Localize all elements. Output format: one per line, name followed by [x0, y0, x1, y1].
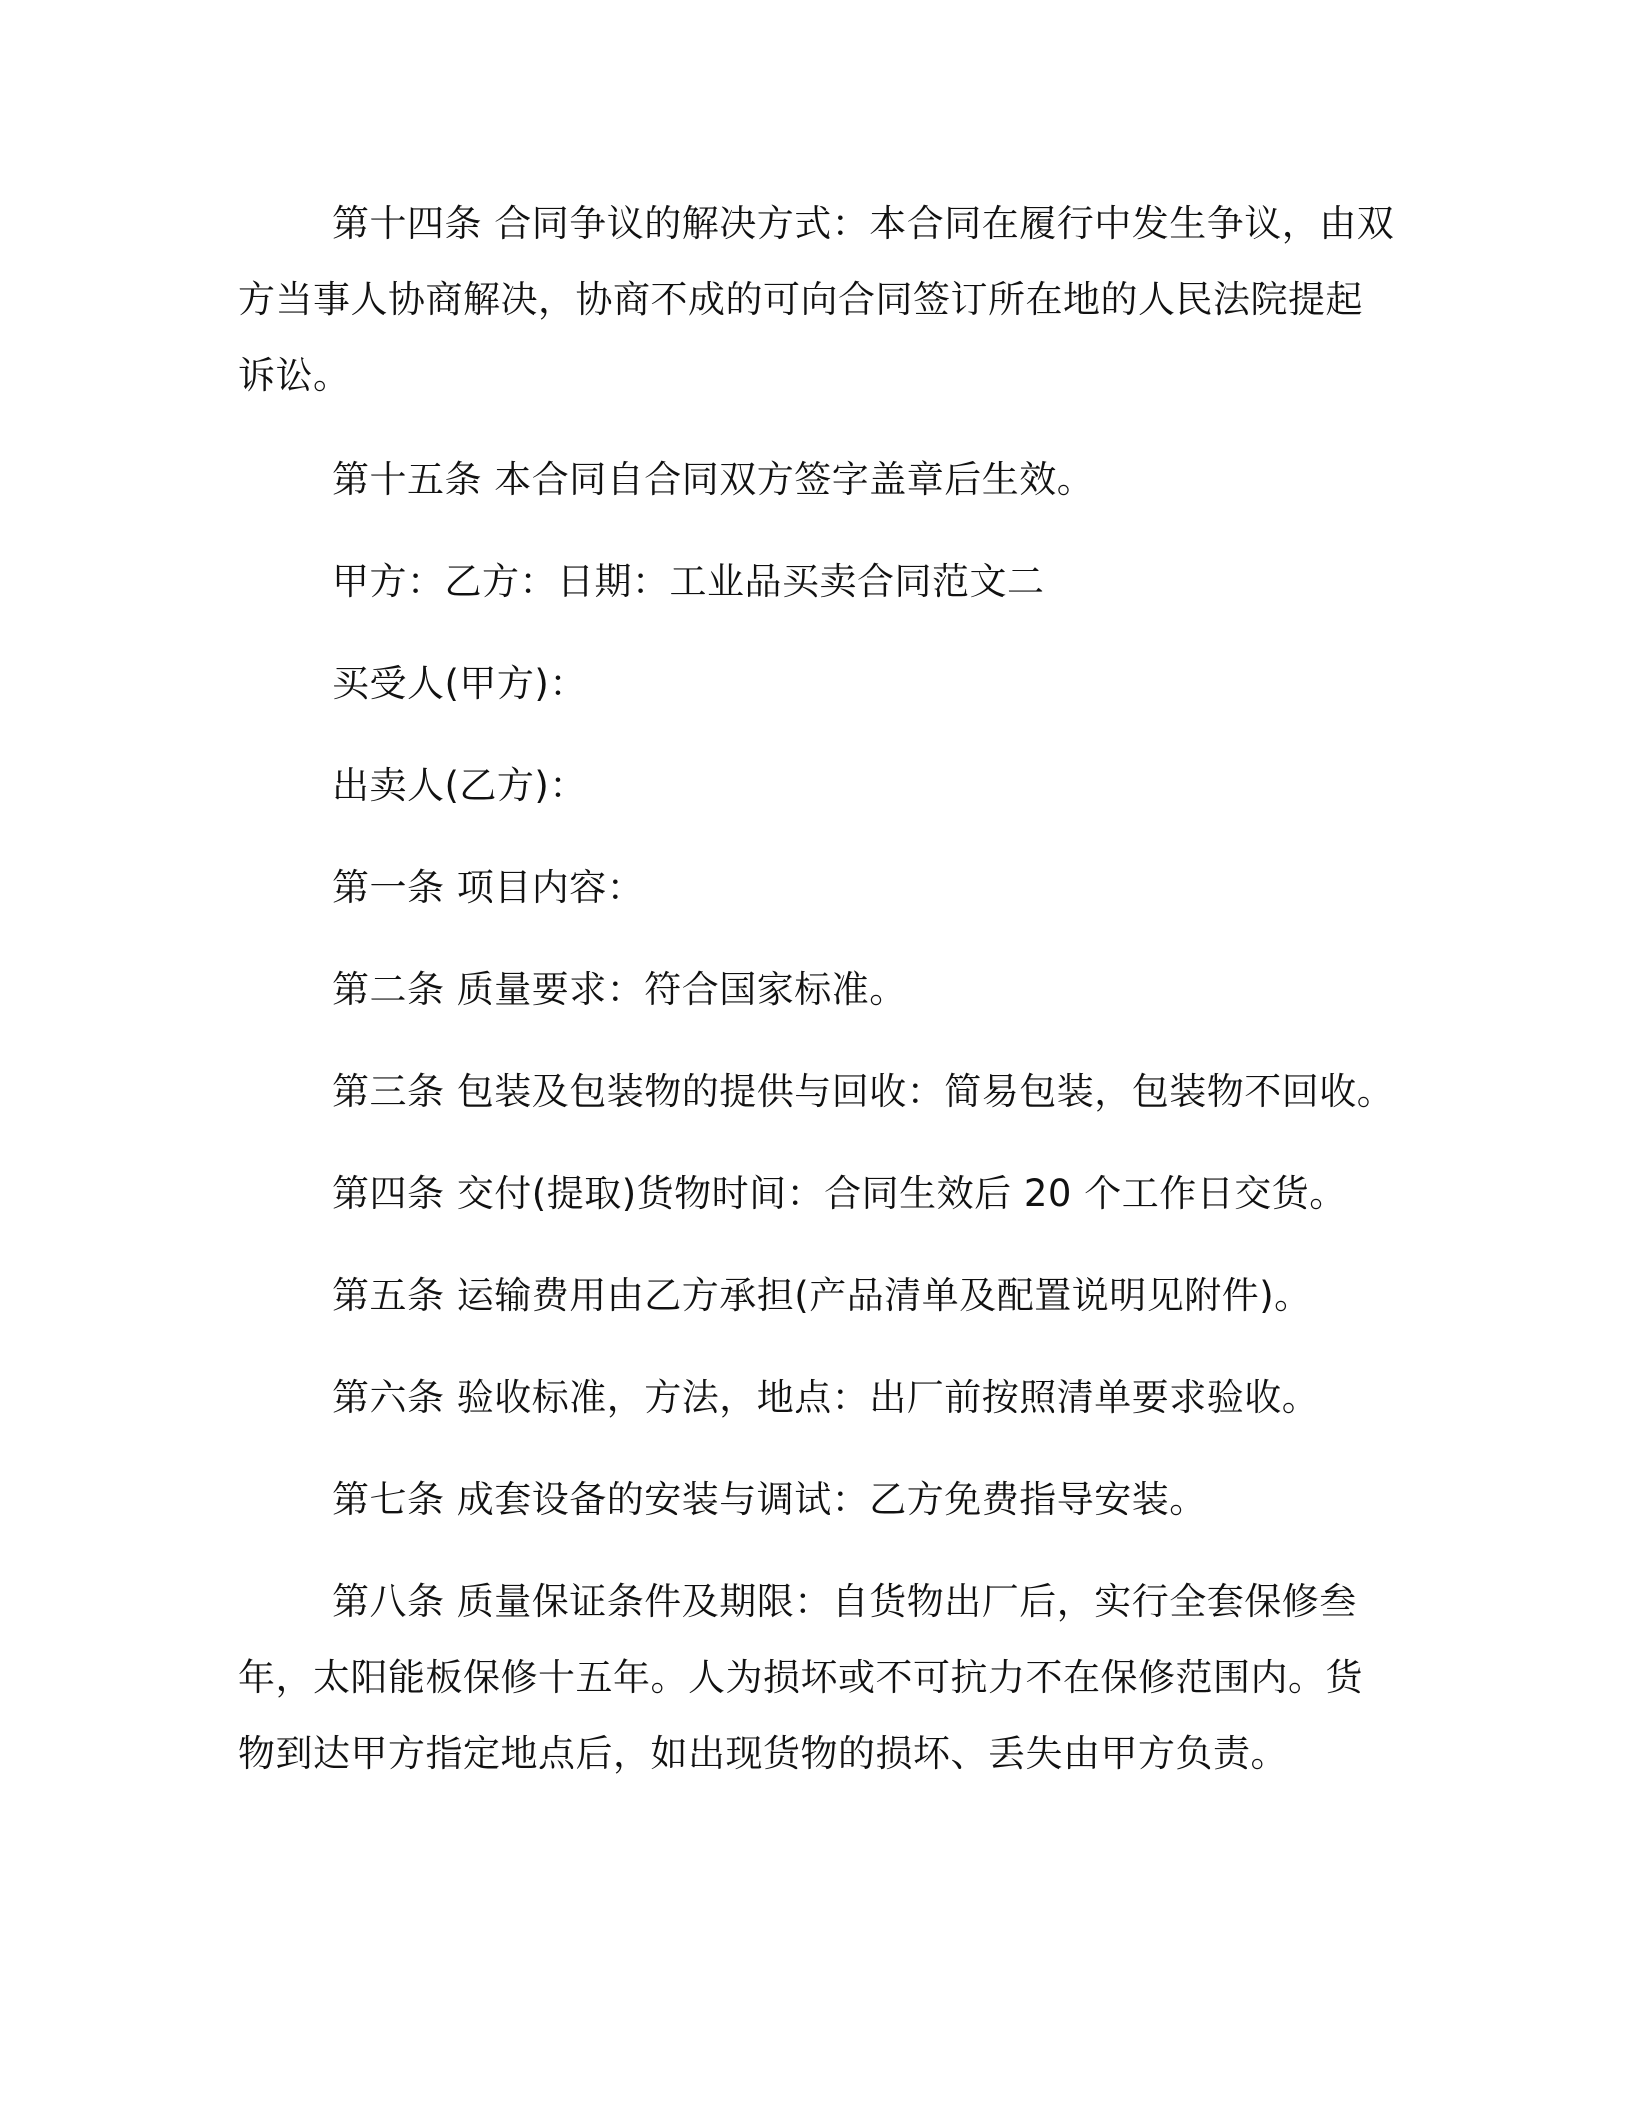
article-7-paragraph: 第七条 成套设备的安装与调试：乙方免费指导安装。 [332, 1478, 1207, 1521]
article-1-paragraph: 第一条 项目内容： [332, 866, 645, 909]
article-8-paragraph: 第八条 质量保证条件及期限：自货物出厂后，实行全套保修叁年，太阳能板保修十五年。人为损坏或不可抗力不在保修范围内。货物到达甲方指定地点后，如出现货物的损坏、丢失由甲方负责。 [238, 1580, 1363, 1775]
article-4-paragraph: 第四条 交付(提取)货物时间：合同生效后 20 个工作日交货。 [332, 1172, 1347, 1215]
article-6-paragraph: 第六条 验收标准，方法，地点：出厂前按照清单要求验收。 [332, 1376, 1320, 1419]
article-14-paragraph: 第十四条 合同争议的解决方式：本合同在履行中发生争议，由双方当事人协商解决，协商不成的可向合同签订所在地的人民法院提起诉讼。 [238, 202, 1395, 397]
article-5-paragraph: 第五条 运输费用由乙方承担(产品清单及配置说明见附件)。 [332, 1274, 1312, 1317]
signature-line-paragraph: 甲方：乙方：日期：工业品买卖合同范文二 [332, 560, 1045, 603]
document-body [238, 186, 1398, 1792]
article-3-paragraph: 第三条 包装及包装物的提供与回收：简易包装，包装物不回收。 [332, 1070, 1395, 1113]
buyer-paragraph: 买受人(甲方)： [332, 662, 587, 705]
seller-paragraph: 出卖人(乙方)： [332, 764, 587, 807]
article-2-paragraph: 第二条 质量要求：符合国家标准。 [332, 968, 907, 1011]
article-15-paragraph: 第十五条 本合同自合同双方签字盖章后生效。 [332, 458, 1095, 501]
